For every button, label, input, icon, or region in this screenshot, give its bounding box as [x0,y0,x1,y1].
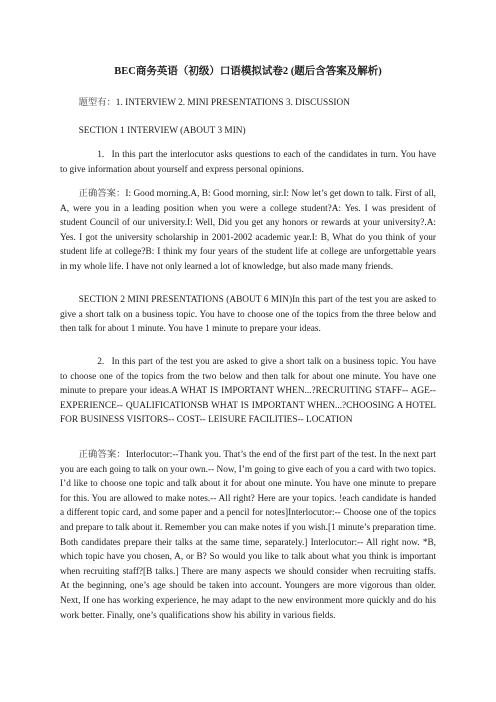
answer-2-label: 正确答案： [78,450,126,460]
question-types-list: 1. INTERVIEW 2. MINI PRESENTATIONS 3. DISCUSSION [115,98,350,108]
question-2 [60,355,436,428]
question-types-label: 题型有： [78,98,116,108]
question-2-text: In this part of the test you are asked to give a short talk on a business topic. You have to choose one of the topics from the two below and then talk for about one minute. You have one minute to prepare your ideas.A WHAT IS IMPORTANT WHEN...?RECRUITING STAFF-- AGE-- EXPERIENCE-- QUALIFICATIONSB WHAT IS IMPORTANT WHEN...?CHOOSING A HOTEL FOR BUSINESS VISITORS-- COST-- LEISURE FACILITIES-- LOCATION [60,357,436,426]
question-1 [60,148,436,177]
answer-1 [60,187,436,275]
answer-1-label: 正确答案： [78,189,126,199]
question-1-number: 1. [97,150,105,160]
question-1-text: In this part the interlocutor asks questions to each of the candidates in turn. You have to give information about yourself and express personal opinions. [60,150,436,175]
question-types-line [60,96,436,111]
answer-2 [60,448,436,623]
section1-heading: SECTION 1 INTERVIEW (ABOUT 3 MIN) [78,126,246,136]
question-2-number: 2. [97,357,105,367]
section2-instructions: SECTION 2 MINI PRESENTATIONS (ABOUT 6 MIN)In this part of the test you are asked to give a short talk on a business topic. You have to choose one of the topics from the three below and then talk for about 1 minute. You have 1 minute to prepare your ideas. [60,295,436,335]
document-title: BEC商务英语（初级）口语模拟试卷2 (题后含答案及解析) [114,66,382,77]
answer-1-text: I: Good morning.A, B: Good morning, sir.I: Now let’s get down to talk. First of all, A, were you in a leading position when you were a college student?A: Yes. I was president of student Council of our university.I: Well, Did you get any honors or rewards at your university?.A: Yes. I got the university scholarship in 2001-2002 academic year.I: B, What do you think of your student life at college?B: I think my four years of the student life at college are unforgettable years in my whole life. I have not only learned a lot of knowledge, but also made many friends. [60,189,436,272]
answer-2-text: Interlocutor:--Thank you. That’s the end of the first part of the test. In the next part you are each going to talk on your own.-- Now, I’m going to give each of you a card with two topics. I’d like to choose one topic and talk about it for about one minute. You have one minute to prepare for this. You are allowed to make notes.-- All right? Here are your topics. !each candidate is handed a different topic card, and some paper and a pencil for notes]Interlocutor:-- Choose one of the topics and prepare to talk about it. Remember you can make notes if you wish.[1 minute’s preparation time. Both candidates prepare their talks at the same time, separately.] Interlocutor:-- All right now. *B, which topic have you chosen, A, or B? So would you like to talk about what you think is important when recruiting staff?[B talks.] There are many aspects we should consider when recruiting staffs. At the beginning, one’s age should be taken into account. Youngers are more vigorous than older. Next, If one has working experience, he may adapt to the new environment more quickly and do his work better. Finally, one’s qualifications show his ability in various fields. [60,450,436,621]
